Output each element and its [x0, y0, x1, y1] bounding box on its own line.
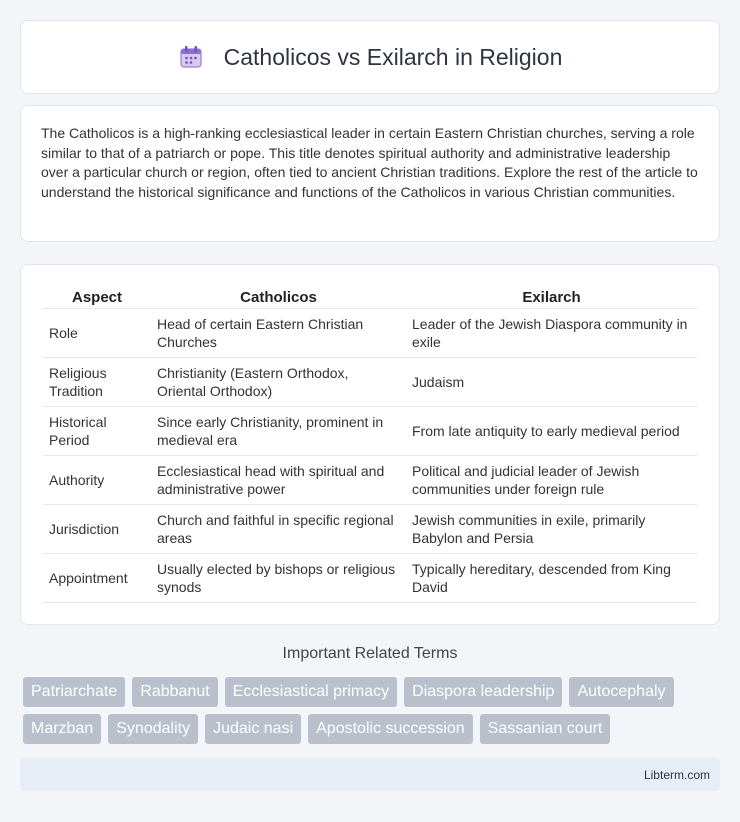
tag-sassanian-court[interactable]: Sassanian court	[480, 714, 611, 744]
title-card	[20, 20, 720, 94]
footer	[20, 758, 720, 791]
header-catholicos: Catholicos	[151, 283, 406, 309]
table-row	[43, 554, 697, 603]
tag-apostolic-succession[interactable]: Apostolic succession	[308, 714, 473, 744]
table-row	[43, 407, 697, 456]
header-exilarch: Exilarch	[406, 283, 697, 309]
tag-diaspora-leadership[interactable]: Diaspora leadership	[404, 677, 562, 707]
table-cell: Jurisdiction	[43, 505, 151, 554]
tag-ecclesiastical-primacy[interactable]: Ecclesiastical primacy	[225, 677, 397, 707]
table-row	[43, 456, 697, 505]
footer-site-link[interactable]: Libterm.com	[643, 768, 710, 782]
table-cell: Church and faithful in specific regional areas	[151, 505, 406, 554]
table-cell: Christianity (Eastern Orthodox, Oriental Orthodox)	[151, 358, 406, 407]
comparison-table-card	[20, 264, 720, 625]
tag-rabbanut[interactable]: Rabbanut	[132, 677, 217, 707]
intro-card	[20, 105, 720, 242]
header-aspect: Aspect	[43, 283, 151, 309]
tag-row	[23, 714, 723, 744]
table-cell: Jewish communities in exile, primarily Babylon and Persia	[406, 505, 697, 554]
tag-autocephaly[interactable]: Autocephaly	[569, 677, 673, 707]
calendar-icon	[178, 44, 204, 70]
table-cell: Authority	[43, 456, 151, 505]
tag-row	[23, 677, 723, 707]
related-terms-heading: Important Related Terms	[282, 645, 458, 662]
table-cell: Historical Period	[43, 407, 151, 456]
table-cell: Usually elected by bishops or religious synods	[151, 554, 406, 603]
table-row	[43, 309, 697, 358]
tag-judaic-nasi[interactable]: Judaic nasi	[205, 714, 301, 744]
table-cell: Political and judicial leader of Jewish communities under foreign rule	[406, 456, 697, 505]
comparison-table	[43, 283, 697, 603]
tag-marzban[interactable]: Marzban	[23, 714, 101, 744]
table-header-row	[43, 283, 697, 309]
table-cell: Typically hereditary, descended from King David	[406, 554, 697, 603]
table-cell: Leader of the Jewish Diaspora community in exile	[406, 309, 697, 358]
table-cell: Ecclesiastical head with spiritual and administrative power	[151, 456, 406, 505]
page-title	[178, 44, 563, 71]
table-row	[43, 358, 697, 407]
table-cell: From late antiquity to early medieval period	[406, 407, 697, 456]
table-row	[43, 505, 697, 554]
table-cell: Role	[43, 309, 151, 358]
table-cell: Head of certain Eastern Christian Churches	[151, 309, 406, 358]
page-title-text: Catholicos vs Exilarch in Religion	[223, 43, 563, 70]
related-terms-tags	[23, 677, 723, 751]
table-cell: Appointment	[43, 554, 151, 603]
tag-patriarchate[interactable]: Patriarchate	[23, 677, 125, 707]
tag-synodality[interactable]: Synodality	[108, 714, 198, 744]
table-cell: Since early Christianity, prominent in medieval era	[151, 407, 406, 456]
table-cell: Religious Tradition	[43, 358, 151, 407]
intro-paragraph: The Catholicos is a high-ranking ecclesiastical leader in certain Eastern Christian churches, serving a role similar to that of a patriarch or pope. This title denotes spiritual authority and administrative leadership over a particular church or region, often tied to ancient Christian traditions. Explore the rest of the article to understand the historical significance and functions of the Catholicos in various Christian communities.	[41, 125, 698, 200]
table-cell: Judaism	[406, 358, 697, 407]
